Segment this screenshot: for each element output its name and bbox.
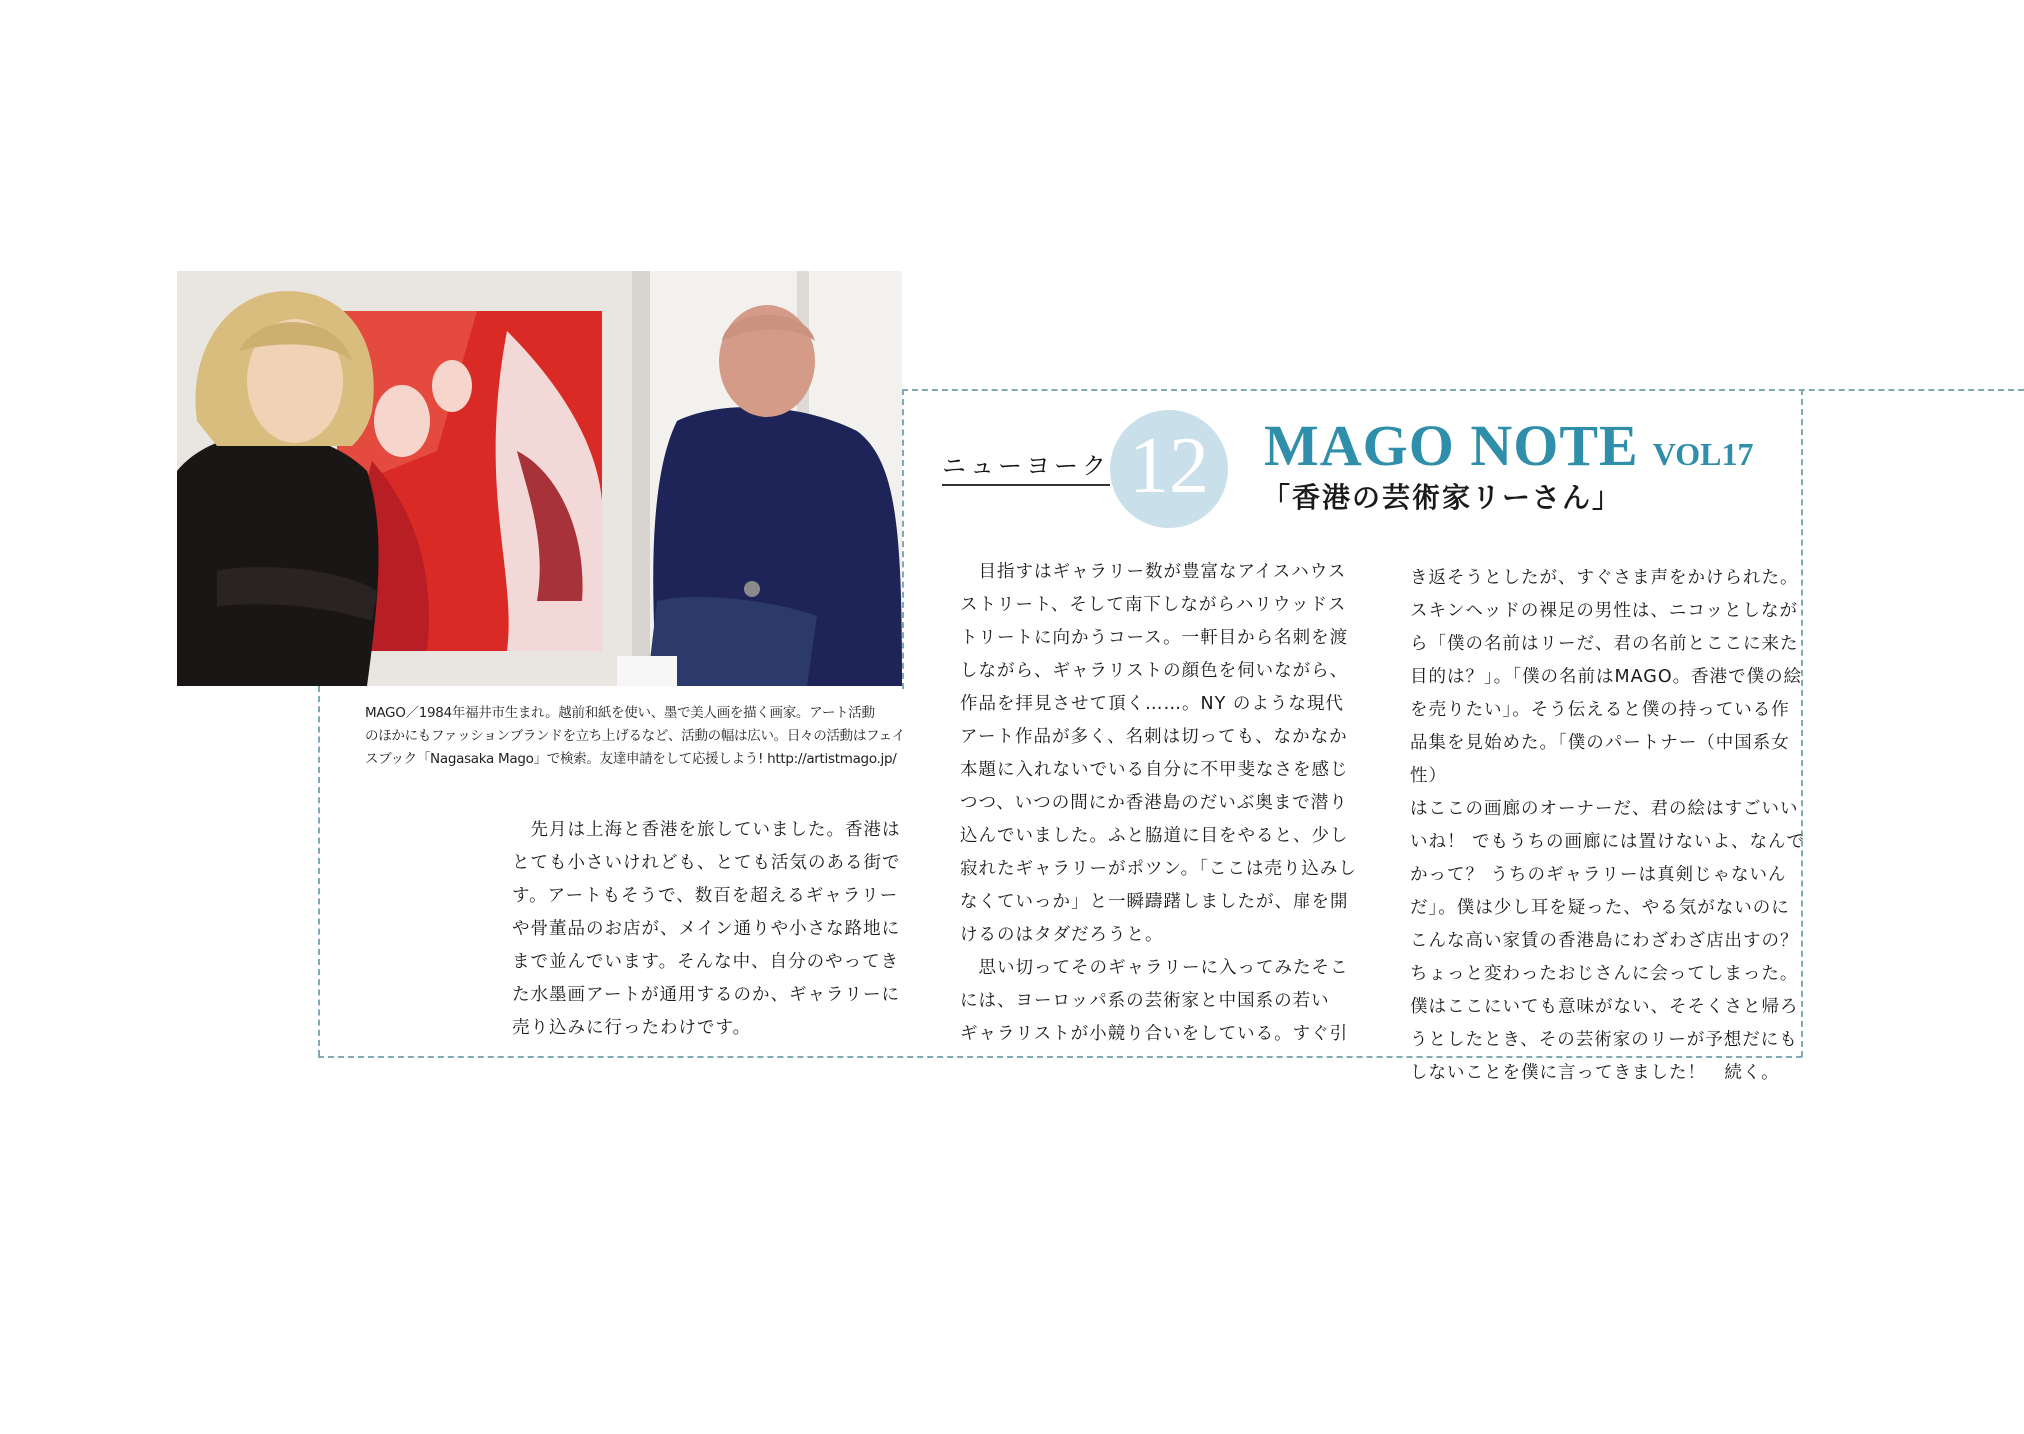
frame-left-border [318, 686, 320, 1056]
frame-inner-border [902, 389, 904, 689]
article-subtitle: 「香港の芸術家リーさん」 [1262, 481, 1623, 514]
article-column-1: 先月は上海と香港を旅していました。香港は とても小さいけれども、とても活気のある街で す。アートもそうで、数百を超えるギャラリー や骨董品のお店が、メイン通りや小さな路地に まで並んでいます。そんな中、自分のやってき た水墨画アートが通用するのか、ギャラリーに 売り込みに行ったわけです。 [512, 820, 901, 1038]
kicker-underline [942, 484, 1110, 486]
article-column-3: き返そうとしたが、すぐさま声をかけられた。 スキンヘッドの裸足の男性は、ニコッとしなが ら「僕の名前はリーだ、君の名前とここに来た 目的は？」。「僕の名前はMAGO。香港で僕の絵 を売りたい」。そう伝えると僕の持っている作 品集を見始めた。「僕のパートナー（中国系女性） はここの画廊のオーナーだ、君の絵はすごいい いね！ でもうちの画廊には置けないよ、なんで かって？ うちのギャラリーは真剣じゃないん だ」。僕は少し耳を疑った、やる気がないのに こんな高い家賃の香港島にわざわざ店出すの？ ちょっと変わったおじさんに会ってしまった。 僕はここにいても意味がない、そそくさと帰ろ うとしたとき、その芸術家のリーが予想だにも しないことを僕に言ってきました！ 続く。 [1410, 568, 1806, 1083]
issue-number: 12 [1129, 422, 1209, 510]
photo-caption: MAGO／1984年福井市生まれ。越前和紙を使い、墨で美人画を描く画家。アート活動 のほかにもファッションブランドを立ち上げるなど、活動の幅は広い。日々の活動はフェイ スブック「Nagasaka Mago」で検索。友達申請をして応援しよう! http://artistmago.jp/ [365, 705, 905, 767]
article-column-2: 目指すはギャラリー数が豊富なアイスハウス ストリート、そして南下しながらハリウッドス トリートに向かうコース。一軒目から名刺を渡 しながら、ギャラリストの顔色を伺いながら、 作品を拝見させて頂く……。NY のような現代 アート作品が多く、名刺は切っても、なかなか 本題に入れないでいる自分に不甲斐なさを感じ つつ、いつの間にか香港島のだいぶ奥まで潜り 込んでいました。ふと脇道に目をやると、少し 寂れたギャラリーがポツン。「ここは売り込みし なくていっか」と一瞬躊躇しましたが、扉を開 けるのはタダだろうと。 思い切ってそのギャラリーに入ってみたそこ には、ヨーロッパ系の芸術家と中国系の若い ギャラリストが小競り合いをしている。すぐ引 [960, 562, 1357, 1044]
frame-top-border [902, 389, 2024, 391]
article-photo [177, 271, 902, 686]
section-kicker: ニューヨーク [942, 452, 1110, 480]
series-title-text: MAGO NOTE [1264, 413, 1639, 478]
series-volume: VOL17 [1652, 436, 1754, 472]
